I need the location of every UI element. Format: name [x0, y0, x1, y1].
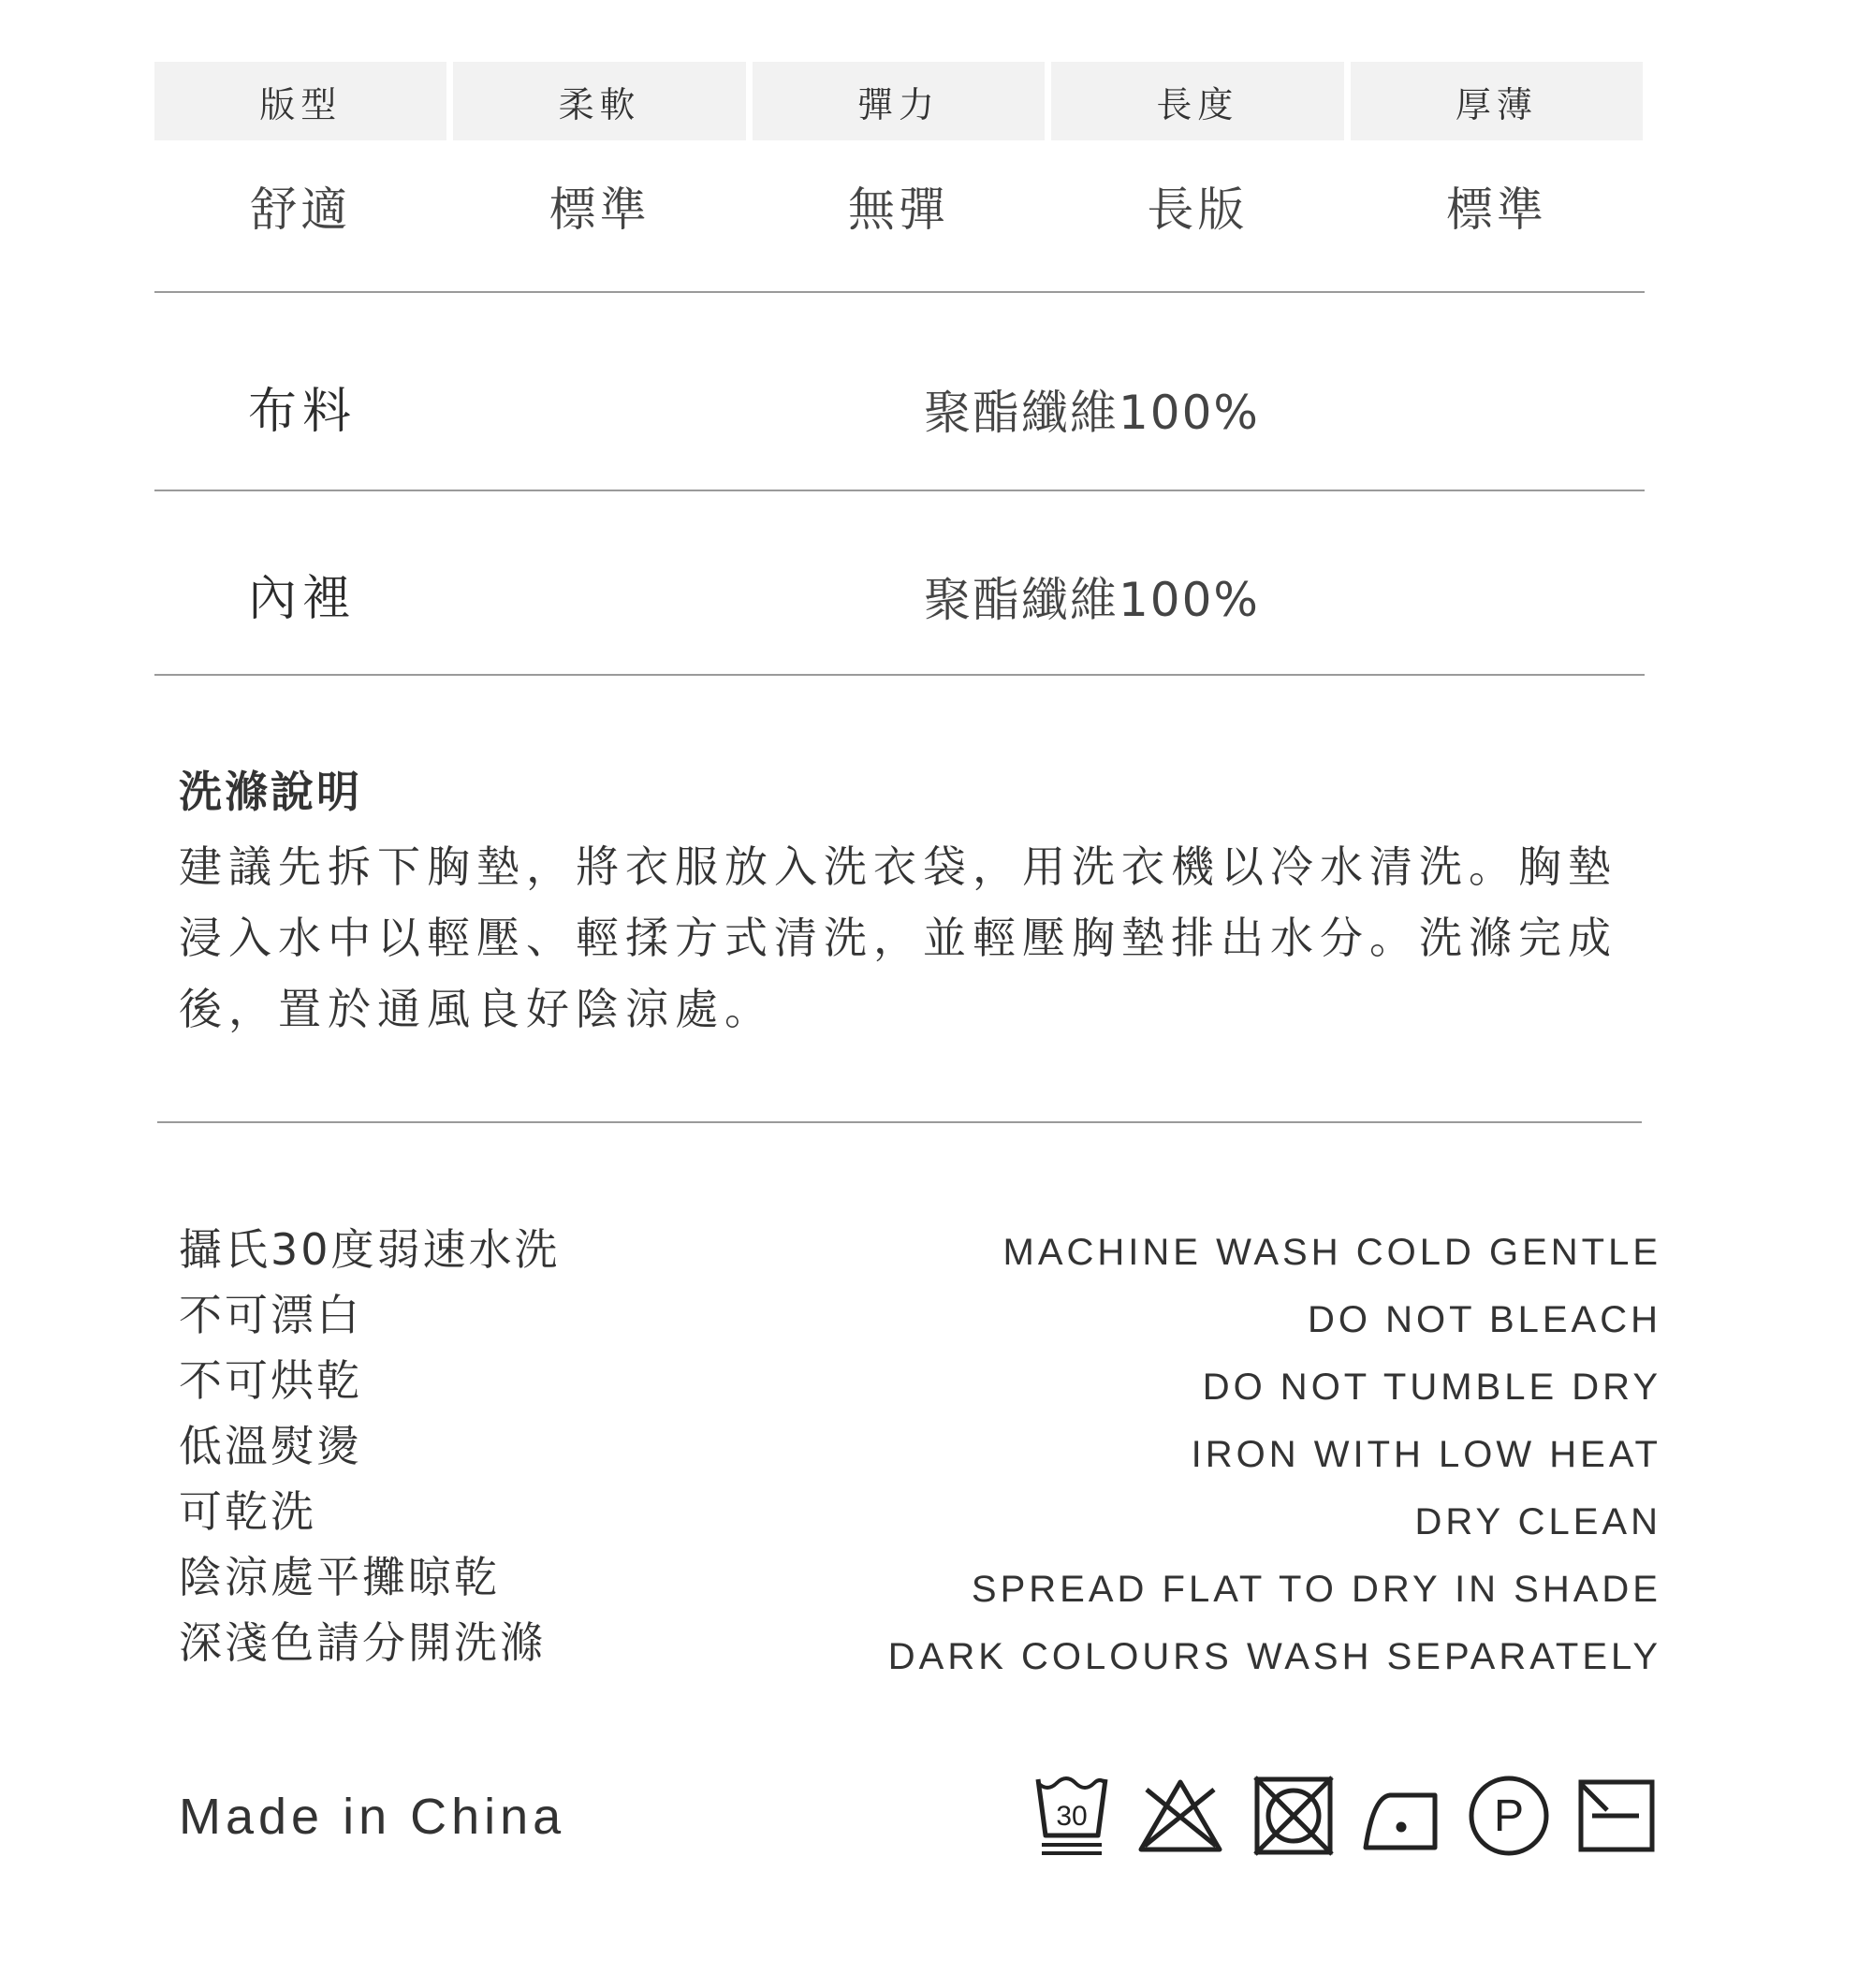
attribute-header-row: [154, 62, 1643, 140]
care-item-zh: 不可漂白: [179, 1290, 362, 1340]
care-item-zh: 不可烘乾: [179, 1355, 362, 1406]
washing-instructions: [179, 831, 1639, 1045]
care-symbols: [1034, 1774, 1656, 1858]
washing-line: 浸入水中以輕壓、輕揉方式清洗，並輕壓胸墊排出水分。洗滌完成: [179, 913, 1617, 963]
attribute-header-thickness: 厚薄: [1351, 62, 1643, 140]
care-item-zh: 可乾洗: [179, 1486, 316, 1537]
material-label: 布料: [248, 384, 358, 440]
attribute-value-stretch: 無彈: [848, 183, 950, 237]
care-list-zh: [179, 1217, 561, 1675]
care-item-zh: 攝氏30度弱速水洗: [179, 1224, 561, 1275]
material-label: 內裡: [248, 571, 358, 627]
washing-line: 後，置於通風良好陰涼處。: [179, 984, 774, 1034]
wash-temp-label: 30: [1056, 1801, 1088, 1832]
divider: [154, 490, 1645, 491]
no-tumble-dry-icon: [1251, 1774, 1336, 1858]
attribute-value-softness: 標準: [549, 183, 651, 237]
attribute-value-fit: 舒適: [250, 183, 352, 237]
material-value: 聚酯纖維100%: [924, 573, 1260, 627]
care-item-en: DRY CLEAN: [1414, 1501, 1661, 1542]
dry-clean-letter: P: [1493, 1791, 1525, 1841]
care-item-en: DARK COLOURS WASH SEPARATELY: [887, 1636, 1661, 1677]
care-item-en: SPREAD FLAT TO DRY IN SHADE: [971, 1569, 1661, 1610]
attribute-value-length: 長版: [1147, 183, 1249, 237]
attribute-value-thickness: 標準: [1445, 183, 1547, 237]
washing-line: 建議先拆下胸墊，將衣服放入洗衣袋，用洗衣機以冷水清洗。胸墊: [179, 841, 1617, 892]
material-row-fabric: [154, 353, 1643, 446]
care-item-en: MACHINE WASH COLD GENTLE: [1002, 1232, 1661, 1273]
care-item-zh: 深淺色請分開洗滌: [179, 1617, 546, 1668]
material-row-lining: [154, 540, 1643, 634]
wash-30-gentle-icon: [1034, 1774, 1109, 1858]
divider: [157, 1121, 1642, 1123]
care-item-zh: 低溫熨燙: [179, 1421, 362, 1471]
dry-flat-shade-icon: [1577, 1778, 1656, 1853]
washing-title: 洗滌說明: [179, 767, 362, 817]
material-value: 聚酯纖維100%: [924, 386, 1260, 440]
care-item-en: IRON WITH LOW HEAT: [1191, 1434, 1661, 1475]
care-item-en: DO NOT TUMBLE DRY: [1202, 1367, 1661, 1408]
attribute-header-softness: 柔軟: [453, 62, 745, 140]
attribute-header-length: 長度: [1051, 62, 1343, 140]
attribute-header-stretch: 彈力: [753, 62, 1045, 140]
no-bleach-icon: [1135, 1776, 1225, 1855]
iron-low-icon: [1362, 1778, 1441, 1853]
divider: [154, 674, 1645, 676]
attribute-header-fit: 版型: [154, 62, 446, 140]
attribute-value-row: [154, 168, 1643, 243]
country-of-origin: Made in China: [179, 1789, 566, 1845]
dry-clean-p-icon: [1467, 1774, 1551, 1858]
divider: [154, 291, 1645, 293]
care-item-zh: 陰涼處平攤晾乾: [179, 1552, 500, 1602]
care-item-en: DO NOT BLEACH: [1308, 1299, 1661, 1340]
care-list-en: [888, 1219, 1661, 1690]
